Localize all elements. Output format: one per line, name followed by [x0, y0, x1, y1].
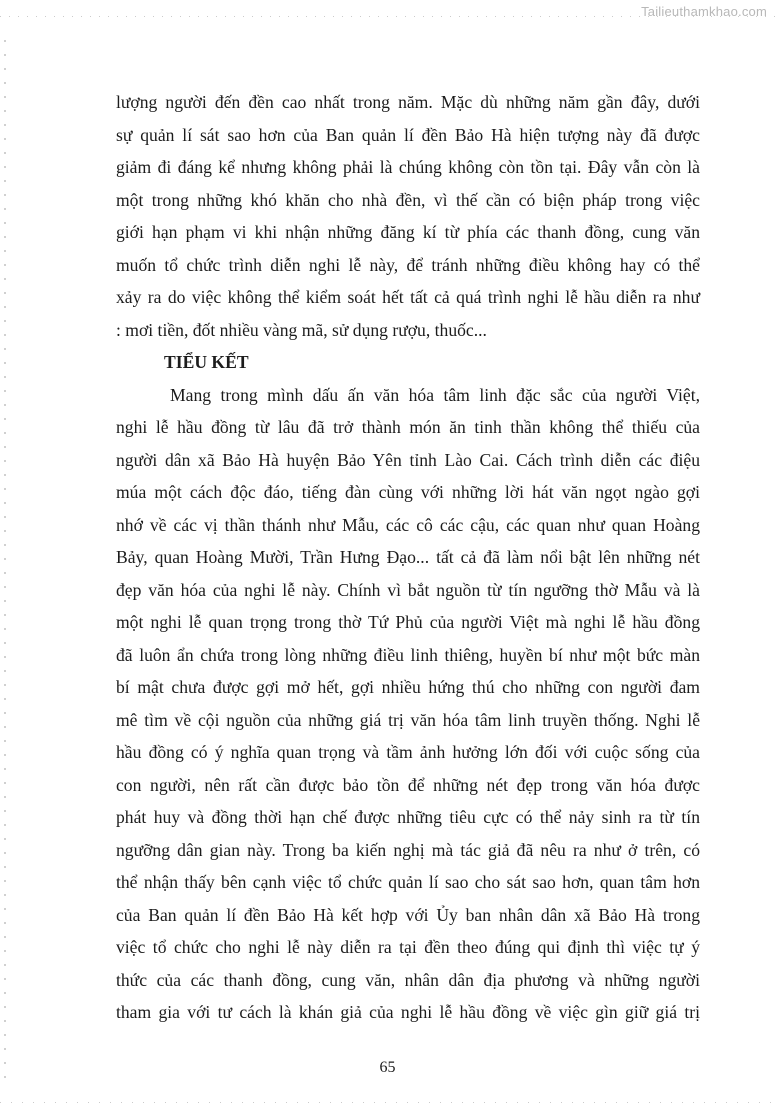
text-line: con người, nên rất cần được bảo tồn để những nét đẹp trong văn hóa được — [116, 774, 700, 795]
text-line: một trong những khó khăn cho nhà đền, vì thế cần có biện pháp trong việc — [116, 189, 700, 210]
paragraph-2 — [116, 379, 700, 1029]
text-line: Bảy, quan Hoàng Mười, Trần Hưng Đạo... tất cả đã làm nổi bật lên những nét — [116, 547, 700, 567]
scan-noise-bottom — [0, 1098, 775, 1110]
text-line: : mơi tiền, đốt nhiều vàng mã, sử dụng rượu, thuốc... — [116, 319, 487, 340]
watermark: Tailieuthamkhao.com — [641, 4, 767, 19]
text-line: giới hạn phạm vi khi nhận những đăng kí từ phía các thanh đồng, cung văn — [116, 222, 700, 242]
text-line: múa một cách độc đáo, tiếng đàn cùng với những lời hát văn ngọt ngào gợi — [116, 482, 700, 502]
text-line: mê tìm về cội nguồn của những giá trị văn hóa tâm linh truyền thống. Nghi lễ — [116, 709, 700, 730]
page-number: 65 — [379, 1059, 396, 1076]
text-line: phát huy và đồng thời hạn chế được những tiêu cực có thể nảy sinh ra từ tín — [116, 807, 700, 827]
text-line: người dân xã Bảo Hà huyện Bảo Yên tỉnh Lào Cai. Cách trình diễn các điệu — [116, 449, 700, 470]
text-line: nghi lễ hầu đồng từ lâu đã trở thành món ăn tinh thần không thể thiếu của — [116, 417, 700, 437]
text-line: ngưỡng dân gian này. Trong ba kiến nghị mà tác giả đã nêu ra như ở trên, có — [116, 839, 700, 860]
scan-noise-left — [4, 40, 6, 1080]
text-line: giảm đi đáng kể nhưng không phải là chúng không còn tồn tại. Đây vẫn còn là — [116, 157, 700, 177]
text-line: thức của các thanh đồng, cung văn, nhân dân địa phương và những người — [116, 969, 700, 990]
section-heading: TIỂU KẾT — [164, 352, 249, 372]
text-line: tham gia với tư cách là khán giả của nghi lễ hầu đồng về việc gìn giữ giá trị — [116, 1002, 700, 1022]
text-line: của Ban quản lí đền Bảo Hà kết hợp với Ủy ban nhân dân xã Bảo Hà trong — [116, 904, 700, 925]
text-line: nhớ về các vị thần thánh như Mẫu, các cô các cậu, các quan như quan Hoàng — [116, 514, 700, 535]
text-line: xảy ra do việc không thể kiểm soát hết tất cả quá trình nghi lễ hầu diễn ra như — [116, 287, 700, 307]
text-line: đã luôn ẩn chứa trong lòng những điều linh thiêng, huyền bí như một bức màn — [116, 644, 700, 665]
text-line: bí mật chưa được gợi mở hết, gợi nhiều hứng thú cho những con người đam — [116, 677, 700, 697]
text-line: lượng người đến đền cao nhất trong năm. Mặc dù những năm gần đây, dưới — [116, 92, 700, 112]
text-line: muốn tổ chức trình diễn nghi lễ này, để tránh những điều không hay có thể — [116, 254, 700, 275]
text-line: sự quản lí sát sao hơn của Ban quản lí đền Bảo Hà hiện tượng này đã được — [116, 124, 700, 145]
text-line: việc tổ chức cho nghi lễ này diễn ra tại đền theo đúng qui định thì việc tự ý — [116, 937, 700, 957]
text-line: hầu đồng có ý nghĩa quan trọng và tầm ảnh hưởng lớn đối với cuộc sống của — [116, 742, 700, 762]
text-line: thể nhận thấy bên cạnh việc tổ chức quản lí sao cho sát sao hơn, quan tâm hơn — [116, 872, 700, 892]
page-body — [116, 86, 700, 1029]
text-line: một nghi lễ quan trọng trong thờ Tứ Phủ của người Việt mà nghi lễ hầu đồng — [116, 612, 700, 632]
paragraph-1 — [116, 86, 700, 346]
text-line: đẹp văn hóa của nghi lễ này. Chính vì bắt nguồn từ tín ngưỡng thờ Mẫu và là — [116, 579, 700, 600]
text-line: Mang trong mình dấu ấn văn hóa tâm linh đặc sắc của người Việt, — [170, 384, 700, 405]
